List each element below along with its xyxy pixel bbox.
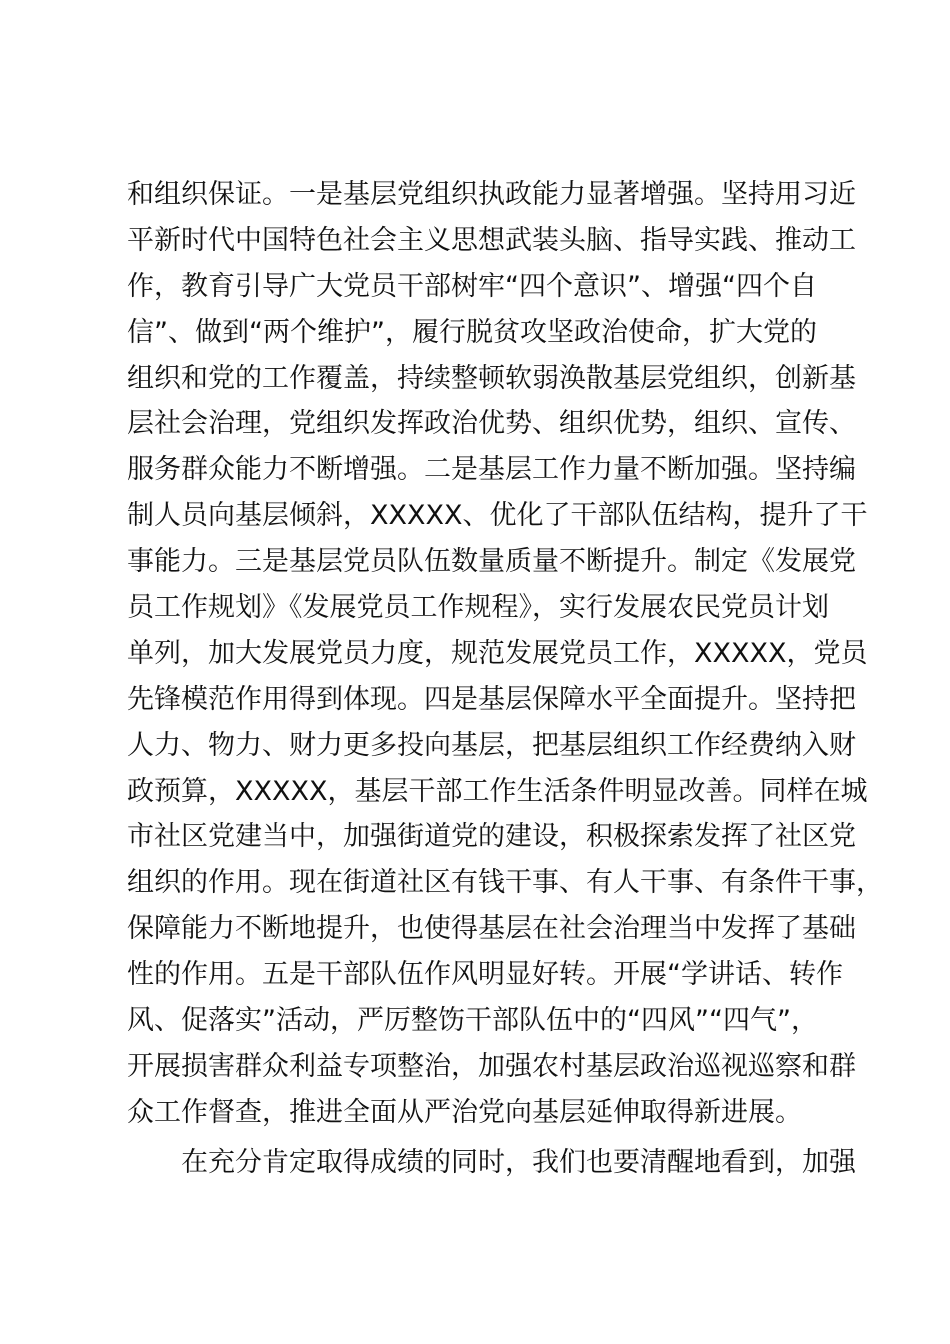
text-line: 组织和党的工作覆盖，持续整顿软弱涣散基层党组织，创新基	[127, 362, 856, 394]
text-line: 单列，加大发展党员力度，规范发展党员工作，XXXXX，党员	[127, 637, 868, 669]
text-line: 风、促落实”活动，严厉整饬干部队伍中的“四风”“四气”，	[127, 1005, 818, 1037]
text-line: 事能力。三是基层党员队伍数量质量不断提升。制定《发展党	[127, 546, 856, 578]
paragraph-1	[127, 172, 883, 1136]
text-line: 众工作督查，推进全面从严治党向基层延伸取得新进展。	[127, 1096, 802, 1128]
paragraph-2	[127, 1140, 856, 1186]
text-line: 市社区党建当中，加强街道党的建设，积极探索发挥了社区党	[127, 821, 856, 853]
text-line: 开展损害群众利益专项整治，加强农村基层政治巡视巡察和群	[127, 1050, 856, 1082]
text-line: 政预算，XXXXX，基层干部工作生活条件明显改善。同样在城	[127, 775, 868, 807]
body-text	[127, 172, 883, 1186]
text-line: 在充分肯定取得成绩的同时，我们也要清醒地看到，加强	[181, 1146, 856, 1178]
text-line: 员工作规划》《发展党员工作规程》，实行发展农民党员计划	[127, 592, 829, 624]
text-line: 作，教育引导广大党员干部树牢“四个意识”、增强“四个自	[127, 270, 817, 302]
text-line: 性的作用。五是干部队伍作风明显好转。开展“学讲话、转作	[127, 959, 843, 991]
text-line: 组织的作用。现在街道社区有钱干事、有人干事、有条件干事，	[127, 867, 883, 899]
text-line: 服务群众能力不断增强。二是基层工作力量不断加强。坚持编	[127, 454, 856, 486]
text-line: 层社会治理，党组织发挥政治优势、组织优势，组织、宣传、	[127, 408, 856, 440]
text-line: 保障能力不断地提升，也使得基层在社会治理当中发挥了基础	[127, 913, 856, 945]
text-line: 信”、做到“两个维护”，履行脱贫攻坚政治使命，扩大党的	[127, 316, 817, 348]
text-line: 制人员向基层倾斜，XXXXX、优化了干部队伍结构，提升了干	[127, 500, 868, 532]
text-line: 人力、物力、财力更多投向基层，把基层组织工作经费纳入财	[127, 729, 856, 761]
text-line: 平新时代中国特色社会主义思想武装头脑、指导实践、推动工	[127, 224, 856, 256]
text-line: 先锋模范作用得到体现。四是基层保障水平全面提升。坚持把	[127, 683, 856, 715]
text-line: 和组织保证。一是基层党组织执政能力显著增强。坚持用习近	[127, 179, 856, 210]
